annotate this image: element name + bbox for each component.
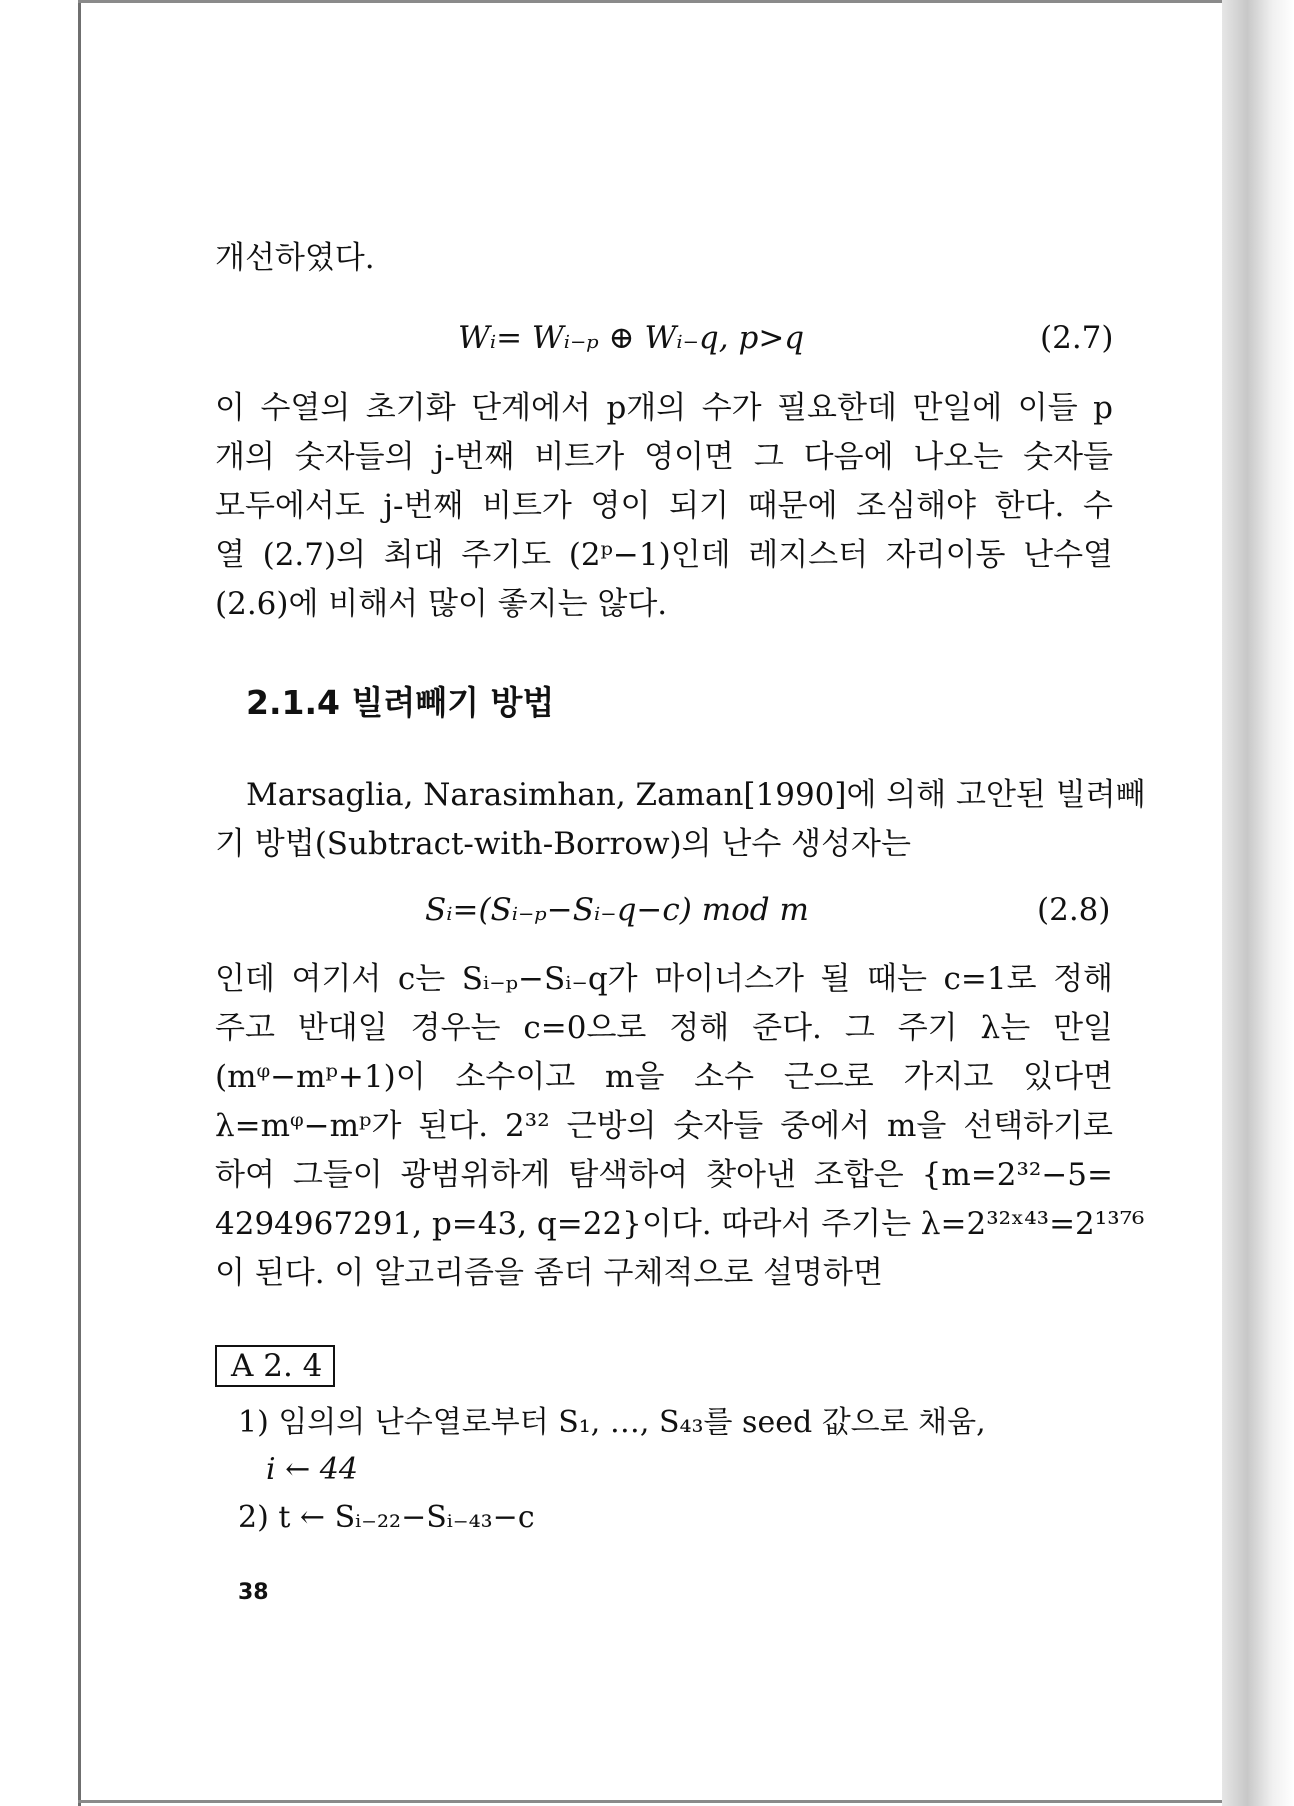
para3-line-3: (mᵠ−mᵖ+1)이 소수이고 m을 소수 근으로 가지고 있다면 — [215, 1059, 1113, 1095]
para1-line-5: (2.6)에 비해서 많이 좋지는 않다. — [215, 586, 668, 622]
page-edge-bottom — [78, 1800, 1228, 1803]
para2-line-2: 기 방법(Subtract-with-Borrow)의 난수 생성자는 — [215, 826, 911, 862]
para2-line-1: Marsaglia, Narasimhan, Zaman[1990]에 의해 고안된 빌려빼 — [246, 777, 1146, 813]
equation-2-8: Sᵢ=(Sᵢ₋ₚ−Sᵢ₋q−c) mod m — [425, 892, 809, 928]
equation-number-2-8: (2.8) — [1037, 892, 1111, 928]
para1-line-3: 모두에서도 j-번째 비트가 영이 되기 때문에 조심해야 한다. 수 — [215, 488, 1113, 524]
algorithm-label-box: A 2. 4 — [215, 1345, 335, 1387]
section-heading: 2.1.4 빌려빼기 방법 — [246, 683, 555, 722]
para3-line-4: λ=mᵠ−mᵖ가 된다. 2³² 근방의 숫자들 중에서 m을 선택하기로 — [215, 1108, 1113, 1144]
algorithm-step-1-continued: i ← 44 — [266, 1452, 358, 1487]
para3-line-2: 주고 반대일 경우는 c=0으로 정해 준다. 그 주기 λ는 만일 — [215, 1010, 1113, 1046]
para3-line-1: 인데 여기서 c는 Sᵢ₋ₚ−Sᵢ₋q가 마이너스가 될 때는 c=1로 정해 — [215, 961, 1113, 997]
equation-number-2-7: (2.7) — [1040, 320, 1114, 356]
para3-line-6: 4294967291, p=43, q=22}이다. 따라서 주기는 λ=2³²ˣ⁴³=2¹³⁷⁶ — [215, 1206, 1145, 1242]
page-edge-left — [78, 0, 81, 1806]
para1-line-2: 개의 숫자들의 j-번째 비트가 영이면 그 다음에 나오는 숫자들 — [215, 439, 1113, 475]
para1-line-4: 열 (2.7)의 최대 주기도 (2ᵖ−1)인데 레지스터 자리이동 난수열 — [215, 537, 1113, 573]
para3-line-5: 하여 그들이 광범위하게 탐색하여 찾아낸 조합은 {m=2³²−5= — [215, 1157, 1113, 1193]
intro-line: 개선하였다. — [215, 240, 375, 276]
page-gutter-shadow — [1222, 0, 1294, 1806]
para1-line-1: 이 수열의 초기화 단계에서 p개의 수가 필요한데 만일에 이들 p — [215, 390, 1113, 426]
algorithm-step-1: 1) 임의의 난수열로부터 S₁, …, S₄₃를 seed 값으로 채움, — [238, 1405, 986, 1440]
page-number: 38 — [238, 1580, 269, 1605]
equation-2-7: Wᵢ= Wᵢ₋ₚ ⊕ Wᵢ₋q, p>q — [458, 320, 805, 356]
page-edge-top — [78, 0, 1228, 3]
algorithm-step-2: 2) t ← Sᵢ₋₂₂−Sᵢ₋₄₃−c — [238, 1500, 535, 1535]
para3-line-7: 이 된다. 이 알고리즘을 좀더 구체적으로 설명하면 — [215, 1255, 883, 1291]
